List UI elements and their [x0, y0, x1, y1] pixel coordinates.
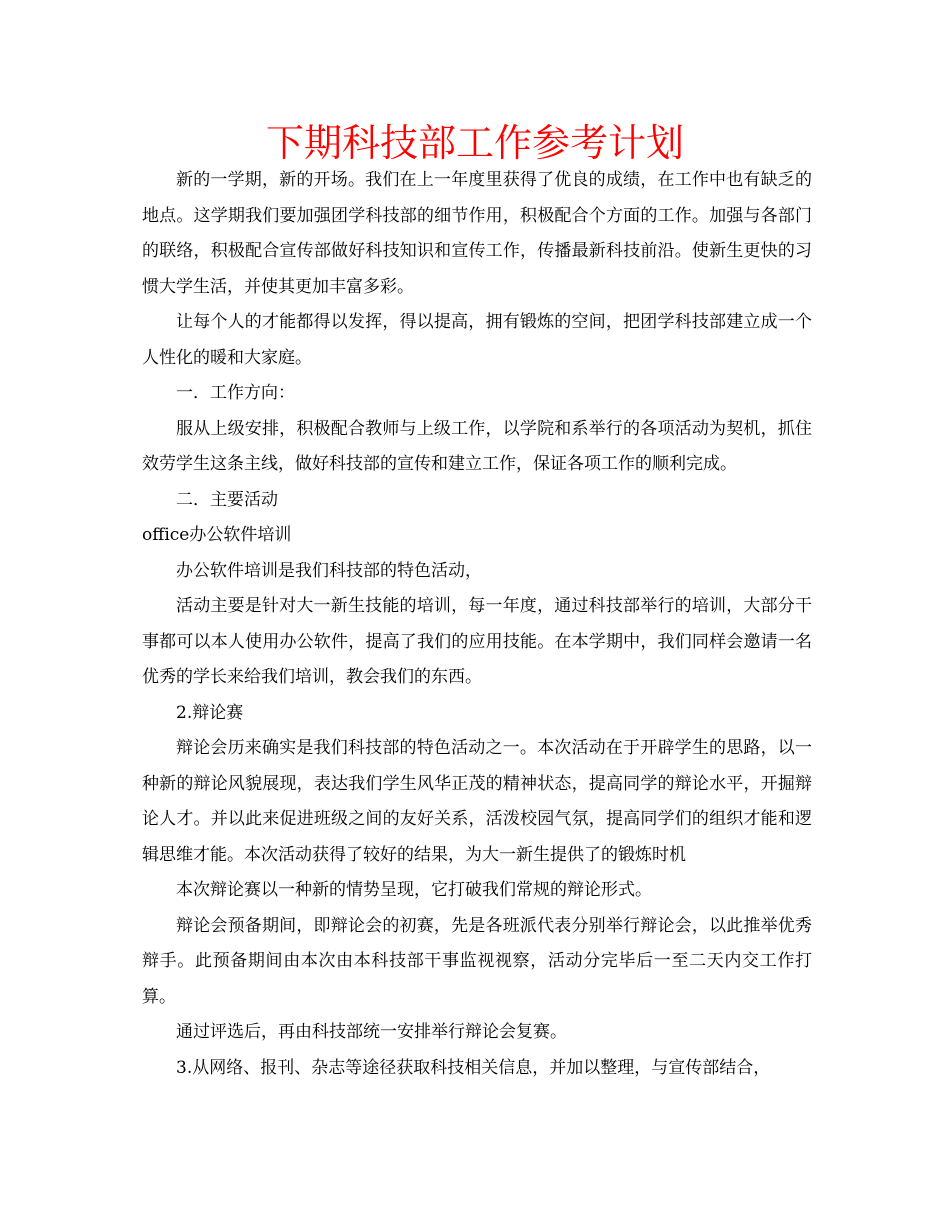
paragraph-office-training-detail: 活动主要是针对大一新生技能的培训，每一年度，通过科技部举行的培训，大部分干事都可以本人使用办公软件，提高了我们的应用技能。在本学期中，我们同样会邀请一名优秀的学长来给我们培训，教会我们的东西。	[142, 596, 812, 687]
section-heading-main-activities: 二．主要活动	[176, 489, 278, 510]
paragraph-info-gathering: 3.从网络、报刊、杂志等途径获取科技相关信息，并加以整理，与宣传部结合，	[176, 1057, 771, 1078]
paragraph-office-training-intro: 办公软件培训是我们科技部的特色活动，	[176, 560, 482, 581]
paragraph-debate-semifinal: 通过评选后，再由科技部统一安排举行辩论会复赛。	[176, 1022, 567, 1042]
document-title: 下期科技部工作参考计划	[265, 121, 684, 165]
subheading-office-training: office办公软件培训	[142, 525, 292, 545]
subheading-debate: 2.辩论赛	[176, 702, 244, 723]
paragraph-goal: 让每个人的才能都得以发挥，得以提高，拥有锻炼的空间，把团学科技部建立成一个人性化的暖和大家庭。	[142, 312, 812, 368]
paragraph-debate-preliminary: 辩论会预备期间，即辩论会的初赛，先是各班派代表分别举行辩论会，以此推举优秀辩手。此预备期间由本次由本科技部干事监视视察，活动分完毕后一至二天内交工作打算。	[142, 915, 812, 1007]
paragraph-debate-intro: 辩论会历来确实是我们科技部的特色活动之一。本次活动在于开辟学生的思路，以一种新的辩论风貌展现，表达我们学生风华正茂的精神状态，提高同学的辩论水平，开掘辩论人才。并以此来促进班级之间的友好关系，活泼校园气氛，提高同学们的组织才能和逻辑思维才能。本次活动获得了较好的结果，为大一新生提供了的锻炼时机	[142, 738, 812, 865]
paragraph-debate-format: 本次辩论赛以一种新的情势呈现，它打破我们常规的辩论形式。	[176, 880, 652, 900]
section-heading-work-direction: 一．工作方向：	[176, 383, 295, 403]
paragraph-intro: 新的一学期，新的开场。我们在上一年度里获得了优良的成绩，在工作中也有缺乏的地点。这学期我们要加强团学科技部的细节作用，积极配合个方面的工作。加强与各部门的联络，积极配合宣传部做好科技知识和宣传工作，传播最新科技前沿。使新生更快的习惯大学生活，并使其更加丰富多彩。	[142, 170, 812, 297]
document-body	[142, 163, 812, 1086]
paragraph-work-direction: 服从上级安排，积极配合教师与上级工作，以学院和系举行的各项活动为契机，抓住效劳学生这条主线，做好科技部的宣传和建立工作，保证各项工作的顺利完成。	[142, 418, 812, 474]
